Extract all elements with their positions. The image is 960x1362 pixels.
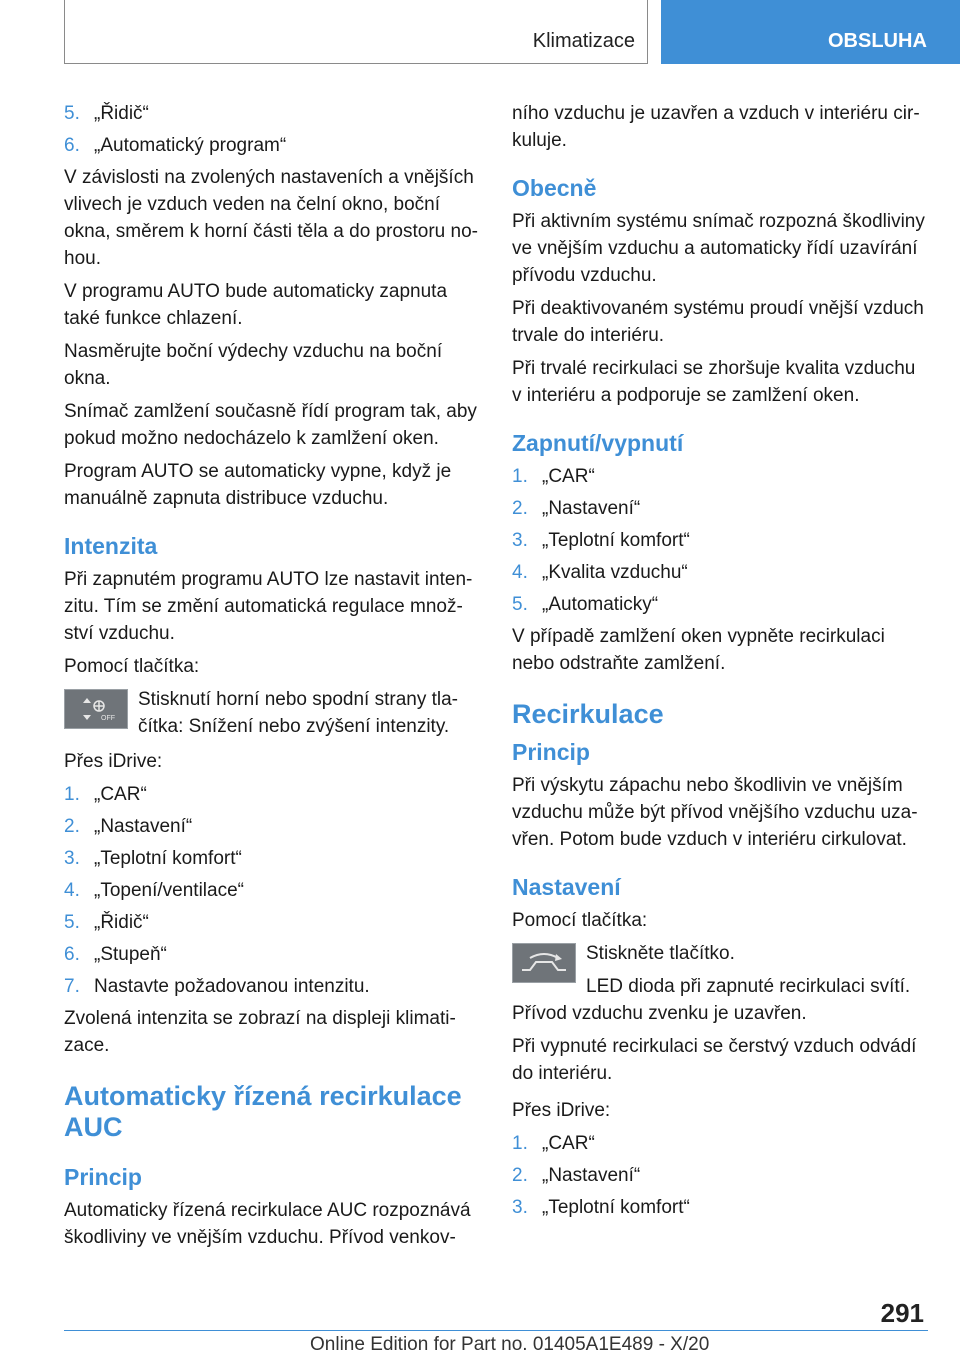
- list-item: [64, 781, 478, 808]
- paragraph: Přes iDrive:: [64, 751, 163, 772]
- list-item: [64, 813, 478, 840]
- list-item-text: „Řidič“: [94, 912, 149, 933]
- right-list-a: [512, 463, 928, 618]
- list-item-number: 3.: [512, 1197, 528, 1218]
- fan-button-row: [64, 686, 478, 740]
- paragraph: ního vzduchu je uzavřen a vzduch v interiéru cir-kuluje.: [512, 103, 920, 151]
- list-item: [512, 463, 928, 490]
- paragraph: V případě zamlžení oken vypněte recirkulaci nebo odstraňte zamlžení.: [512, 626, 885, 674]
- svg-text:OFF: OFF: [101, 715, 115, 722]
- paragraph: Pomocí tlačítka:: [64, 656, 200, 677]
- right-column: [512, 100, 928, 1226]
- recirculation-button-row: [512, 940, 928, 1000]
- list-item: [64, 973, 478, 1000]
- page-number: 291: [880, 1298, 924, 1328]
- list-item-number: 7.: [64, 976, 80, 997]
- left-column: [64, 100, 478, 1257]
- list-item: [512, 495, 928, 522]
- left-list-b: [64, 781, 478, 1000]
- list-item-number: 2.: [512, 1165, 528, 1186]
- list-item-number: 4.: [512, 562, 528, 583]
- list-item: [512, 527, 928, 554]
- list-item: [512, 1130, 928, 1157]
- list-item-text: „Nastavení“: [94, 816, 193, 837]
- fan-icon: [71, 694, 121, 724]
- heading-obecne: Obecně: [512, 175, 597, 201]
- list-item-text: „Topení/ventilace“: [94, 880, 244, 901]
- list-item: [512, 559, 928, 586]
- list-item-number: 1.: [512, 1133, 528, 1154]
- list-item-text: „Teplotní komfort“: [542, 1197, 690, 1218]
- header-section-title: Klimatizace: [532, 30, 635, 52]
- list-item: [64, 100, 478, 127]
- list-item-number: 2.: [512, 498, 528, 519]
- paragraph: Zvolená intenzita se zobrazí na displeji klimati-zace.: [64, 1008, 456, 1056]
- list-item: [64, 845, 478, 872]
- list-item: [64, 941, 478, 968]
- list-item-number: 5.: [64, 912, 80, 933]
- list-item-text: Nastavte požadovanou intenzitu.: [94, 976, 370, 997]
- list-item-number: 1.: [64, 784, 80, 805]
- paragraph: Při výskytu zápachu nebo škodlivin ve vnějším vzduchu může být přívod vnějšího vzduchu uza-vřen. Potom bude vzduch v interiéru cirkulovat.: [512, 775, 918, 850]
- list-item: [64, 877, 478, 904]
- heading-nastaveni: Nastavení: [512, 874, 621, 900]
- list-item: [64, 132, 478, 159]
- paragraph: Při zapnutém programu AUTO lze nastavit inten-zitu. Tím se změní automatická regulace množ-ství vzduchu.: [64, 569, 473, 644]
- list-item-text: „CAR“: [542, 1133, 595, 1154]
- heading-auc: Automaticky řízená recirkulace AUC: [64, 1081, 462, 1142]
- list-item-number: 4.: [64, 880, 80, 901]
- paragraph: Program AUTO se automaticky vypne, když je manuálně zapnuta distribuce vzduchu.: [64, 461, 452, 509]
- list-item-text: „CAR“: [542, 466, 595, 487]
- list-item: [512, 591, 928, 618]
- right-list-b: [512, 1130, 928, 1221]
- list-item-text: „CAR“: [94, 784, 147, 805]
- list-item-text: „Teplotní komfort“: [542, 530, 690, 551]
- left-list-a: [64, 100, 478, 159]
- paragraph: Pomocí tlačítka:: [512, 910, 648, 931]
- heading-princip: Princip: [512, 739, 590, 765]
- header-chapter-tab: OBSLUHA: [661, 0, 960, 64]
- paragraph: V závislosti na zvolených nastaveních a vnějších vlivech je vzduch veden na čelní okno, boční okna, směrem k horní části těla a do prostoru no-hou.: [64, 167, 478, 269]
- recirculation-button-description: Stiskněte tlačítko. LED dioda při zapnuté recirkulaci svítí.: [586, 943, 911, 997]
- paragraph: Při deaktivovaném systému proudí vnější vzduch trvale do interiéru.: [512, 298, 924, 346]
- list-item-text: „Nastavení“: [542, 498, 641, 519]
- paragraph: Snímač zamlžení současně řídí program tak, aby pokud možno nedocházelo k zamlžení oken.: [64, 401, 477, 449]
- heading-intenzita: Intenzita: [64, 533, 158, 559]
- heading-princip: Princip: [64, 1164, 142, 1190]
- list-item-text: „Řidič“: [94, 103, 149, 124]
- paragraph: Při vypnuté recirkulaci se čerstvý vzduch odvádí do interiéru.: [512, 1036, 917, 1084]
- footer-divider: [64, 1330, 928, 1331]
- fan-button-description: Stisknutí horní nebo spodní strany tla-čítka: Snížení nebo zvýšení intenzity.: [138, 689, 459, 737]
- paragraph: Přes iDrive:: [512, 1100, 611, 1121]
- list-item-text: „Teplotní komfort“: [94, 848, 242, 869]
- list-item-text: „Stupeň“: [94, 944, 167, 965]
- list-item: [512, 1194, 928, 1221]
- heading-zapnuti: Zapnutí/vypnutí: [512, 430, 684, 456]
- paragraph: Automaticky řízená recirkulace AUC rozpoznává škodliviny ve vnějším vzduchu. Přívod venkov-: [64, 1200, 471, 1248]
- list-item: [512, 1162, 928, 1189]
- paragraph: Při trvalé recirkulaci se zhoršuje kvalita vzduchu v interiéru a podporuje se zamlžení oken.: [512, 358, 916, 406]
- recirculation-button-image: [512, 943, 576, 983]
- list-item-number: 1.: [512, 466, 528, 487]
- list-item-number: 2.: [64, 816, 80, 837]
- paragraph: Přívod vzduchu zvenku je uzavřen.: [512, 1003, 807, 1024]
- list-item-number: 5.: [512, 594, 528, 615]
- list-item-number: 3.: [64, 848, 80, 869]
- list-item-number: 6.: [64, 135, 80, 156]
- list-item-text: „Kvalita vzduchu“: [542, 562, 688, 583]
- list-item-number: 6.: [64, 944, 80, 965]
- footer-edition: Online Edition for Part no. 01405A1E489 - X/20: [310, 1334, 710, 1355]
- list-item-text: „Automaticky“: [542, 594, 659, 615]
- paragraph: Nasměrujte boční výdechy vzduchu na boční okna.: [64, 341, 443, 389]
- list-item-text: „Nastavení“: [542, 1165, 641, 1186]
- paragraph: Při aktivním systému snímač rozpozná škodliviny ve vnějším vzduchu a automaticky řídí uzavírání přívodu vzduchu.: [512, 211, 925, 286]
- recirculation-car-icon: [516, 948, 572, 978]
- heading-recirkulace: Recirkulace: [512, 699, 664, 729]
- paragraph: V programu AUTO bude automaticky zapnuta také funkce chlazení.: [64, 281, 448, 329]
- list-item-number: 3.: [512, 530, 528, 551]
- list-item-text: „Automatický program“: [94, 135, 287, 156]
- fan-intensity-button-image: [64, 689, 128, 729]
- list-item: [64, 909, 478, 936]
- list-item-number: 5.: [64, 103, 80, 124]
